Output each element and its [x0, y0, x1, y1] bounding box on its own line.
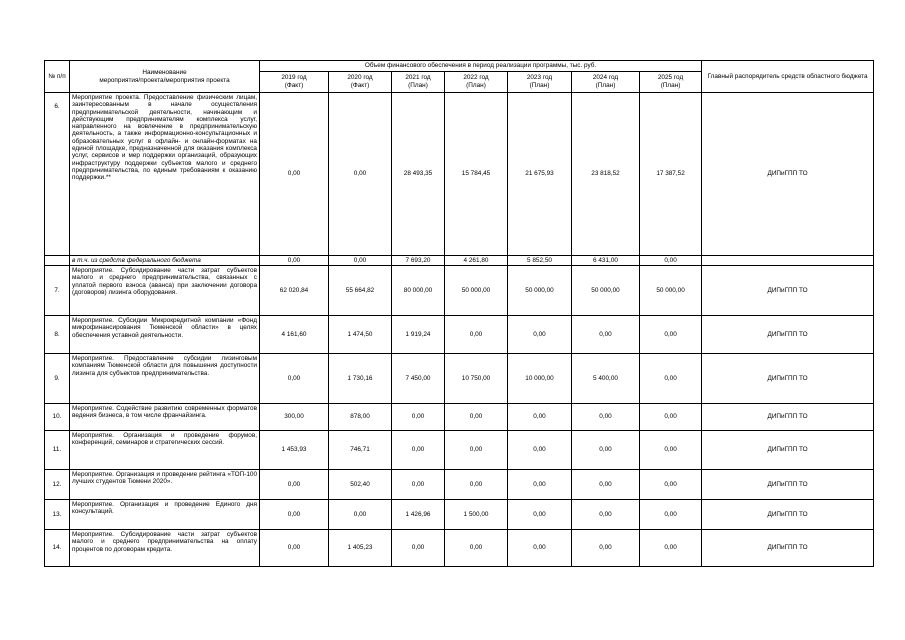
row-value-2: 0,00 [392, 530, 445, 567]
header-year-2 [392, 72, 445, 93]
row-value-2: 0,00 [392, 431, 445, 470]
row-distributor: ДИПиГПП ТО [702, 316, 874, 354]
row-value-2: 1 426,96 [392, 500, 445, 530]
row-value-3: 50 000,00 [445, 266, 508, 316]
row-num: 11. [45, 431, 70, 470]
row-value-1: 1 474,50 [329, 316, 392, 354]
row-value-4: 0,00 [508, 404, 572, 431]
row-value-0: 1 453,93 [260, 431, 329, 470]
row-value-6: 0,00 [640, 354, 702, 404]
row-value-2: 0,00 [392, 404, 445, 431]
row-value-0: 4 161,60 [260, 316, 329, 354]
row-value-6: 0,00 [640, 431, 702, 470]
row-value-2: 7 693,20 [392, 256, 445, 266]
row-value-6: 50 000,00 [640, 266, 702, 316]
row-num: 10. [45, 404, 70, 431]
row-value-6: 0,00 [640, 256, 702, 266]
row-name: Мероприятие. Предоставление субсидии лизинговым компаниям Тюменской области для повышения доступности лизинга для субъектов предпринимательства. [70, 354, 260, 404]
table-row [45, 470, 874, 500]
header-year-type: (План) [660, 82, 681, 89]
header-year-label: 2020 год [347, 74, 373, 82]
row-num-cell [45, 256, 70, 266]
header-year-type: (План) [466, 82, 486, 89]
row-value-6: 0,00 [640, 316, 702, 354]
row-value-4: 0,00 [508, 530, 572, 567]
header-year-4 [508, 72, 572, 93]
table-row [45, 316, 874, 354]
row-value-1: 0,00 [329, 93, 392, 256]
header-year-label: 2021 год [405, 74, 431, 82]
row-value-2: 1 919,24 [392, 316, 445, 354]
table-row [45, 93, 874, 256]
row-value-3: 0,00 [445, 530, 508, 567]
row-value-5: 0,00 [572, 500, 640, 530]
row-num: 14. [45, 530, 70, 567]
table-row [45, 530, 874, 567]
table-subrow [45, 256, 874, 266]
row-value-5: 0,00 [572, 530, 640, 567]
row-value-3: 0,00 [445, 404, 508, 431]
table-row [45, 500, 874, 530]
row-value-3: 0,00 [445, 316, 508, 354]
row-name: Мероприятие. Организация и проведение рейтинга «ТОП-100 лучших студентов Тюмени 2020». [70, 470, 260, 500]
row-name: Мероприятие. Субсидирование части затрат субъектов малого и среднего предпринимательства, связанных с уплатой первого взноса (аванса) при заключении договора (договоров) лизинга оборудования. [70, 266, 260, 316]
row-value-6: 0,00 [640, 500, 702, 530]
row-name: Мероприятие. Организация и проведение форумов, конференций, семинаров и стратегических сессий. [70, 431, 260, 470]
header-year-0 [260, 72, 329, 93]
row-value-5: 50 000,00 [572, 266, 640, 316]
table-row [45, 404, 874, 431]
row-value-5: 5 400,00 [572, 354, 640, 404]
row-distributor [702, 256, 874, 266]
row-num: 6. [45, 93, 70, 256]
row-num: 8. [45, 316, 70, 354]
header-year-label: 2022 год [463, 74, 489, 82]
row-num: 12. [45, 470, 70, 500]
row-value-5: 0,00 [572, 404, 640, 431]
row-value-6: 0,00 [640, 404, 702, 431]
table-row [45, 431, 874, 470]
row-value-1: 746,71 [329, 431, 392, 470]
header-year-label: 2024 год [592, 74, 619, 82]
row-name: в т.ч. из средств федерального бюджета [70, 256, 260, 266]
header-year-type: (План) [408, 82, 428, 89]
row-value-4: 21 675,93 [508, 93, 572, 256]
row-value-5: 6 431,00 [572, 256, 640, 266]
row-name: Мероприятие. Содействие развитию современных форматов ведения бизнеса, в том числе франчайзинга. [70, 404, 260, 431]
row-value-5: 0,00 [572, 470, 640, 500]
header-num: № п/п [45, 61, 70, 93]
row-value-0: 0,00 [260, 470, 329, 500]
row-distributor: ДИПиГПП ТО [702, 93, 874, 256]
row-value-0: 0,00 [260, 93, 329, 256]
finance-table [44, 60, 874, 567]
row-distributor: ДИПиГПП ТО [702, 500, 874, 530]
header-year-1 [329, 72, 392, 93]
header-year-6 [640, 72, 702, 93]
header-year-3 [445, 72, 508, 93]
header-year-5 [572, 72, 640, 93]
row-value-1: 1 405,23 [329, 530, 392, 567]
row-value-2: 80 000,00 [392, 266, 445, 316]
row-value-0: 0,00 [260, 256, 329, 266]
header-year-label: 2019 год [281, 74, 307, 82]
row-name: Мероприятие. Организация и проведение Единого дня консультаций. [70, 500, 260, 530]
row-value-4: 5 852,50 [508, 256, 572, 266]
row-value-1: 1 730,16 [329, 354, 392, 404]
header-name [70, 61, 260, 93]
row-value-3: 4 261,80 [445, 256, 508, 266]
row-value-2: 28 493,35 [392, 93, 445, 256]
row-value-3: 0,00 [445, 431, 508, 470]
row-value-4: 10 000,00 [508, 354, 572, 404]
row-value-0: 0,00 [260, 500, 329, 530]
row-value-1: 502,40 [329, 470, 392, 500]
header-year-label: 2023 год [526, 74, 553, 82]
row-value-0: 0,00 [260, 530, 329, 567]
row-value-4: 0,00 [508, 470, 572, 500]
row-value-3: 0,00 [445, 470, 508, 500]
header-distributor: Главный распорядитель средств областного бюджета [702, 61, 874, 93]
header-year-type: (Факт) [284, 82, 304, 89]
row-distributor: ДИПиГПП ТО [702, 266, 874, 316]
header-year-type: (План) [595, 82, 616, 89]
row-value-0: 300,00 [260, 404, 329, 431]
row-value-1: 0,00 [329, 500, 392, 530]
row-value-1: 0,00 [329, 256, 392, 266]
row-distributor: ДИПиГПП ТО [702, 470, 874, 500]
row-value-6: 17 387,52 [640, 93, 702, 256]
row-num: 7. [45, 266, 70, 316]
table-row [45, 266, 874, 316]
header-year-type: (План) [529, 82, 550, 89]
finance-table-page [44, 60, 873, 567]
row-value-3: 15 784,45 [445, 93, 508, 256]
row-value-5: 23 818,52 [572, 93, 640, 256]
row-value-0: 62 020,84 [260, 266, 329, 316]
row-value-6: 0,00 [640, 530, 702, 567]
row-distributor: ДИПиГПП ТО [702, 404, 874, 431]
table-row [45, 354, 874, 404]
row-distributor: ДИПиГПП ТО [702, 530, 874, 567]
row-name: Мероприятие. Субсидирование части затрат субъектов малого и среднего предпринимательства на оплату процентов по договорам кредита. [70, 530, 260, 567]
row-value-2: 0,00 [392, 470, 445, 500]
row-num: 9. [45, 354, 70, 404]
row-name: Мероприятие. Субсидии Микрокредитной компании «Фонд микрофинансирования Тюменской области» в целях обеспечения уставной деятельности. [70, 316, 260, 354]
row-value-5: 0,00 [572, 431, 640, 470]
row-name: Мероприятие проекта. Предоставление физическим лицам, заинтересованным в начале осуществления предпринимательской деятельности, начинающим и действующим предпринимателям комплекса услуг, направленного на вовлечение в предпринимательскую деятельность, а также информационно-консультационных и образовательных услуг в офлайн- и онлайн-форматах на единой площадке, предназначенной для оказания комплекса услуг, сервисов и мер поддержки организаций, образующих инфраструктуру поддержки субъектов малого и среднего предпринимательства, по единым требованиям к оказанию поддержки.** [70, 93, 260, 256]
header-year-label: 2025 год [657, 74, 684, 82]
row-value-1: 55 664,82 [329, 266, 392, 316]
row-value-4: 0,00 [508, 500, 572, 530]
row-value-1: 878,00 [329, 404, 392, 431]
row-num: 13. [45, 500, 70, 530]
row-value-3: 1 500,00 [445, 500, 508, 530]
row-value-4: 0,00 [508, 431, 572, 470]
row-value-0: 0,00 [260, 354, 329, 404]
header-name-line1: Наименование [142, 68, 187, 76]
row-value-3: 10 750,00 [445, 354, 508, 404]
row-value-6: 0,00 [640, 470, 702, 500]
row-value-4: 50 000,00 [508, 266, 572, 316]
row-value-5: 0,00 [572, 316, 640, 354]
header-year-type: (Факт) [350, 82, 370, 89]
row-distributor: ДИПиГПП ТО [702, 431, 874, 470]
row-value-2: 7 450,00 [392, 354, 445, 404]
row-distributor: ДИПиГПП ТО [702, 354, 874, 404]
header-name-line2: мероприятия/проекта/мероприятия проекта [99, 76, 230, 84]
header-finance: Объем финансового обеспечения в период реализации программы, тыс. руб. [260, 61, 702, 72]
row-value-4: 0,00 [508, 316, 572, 354]
